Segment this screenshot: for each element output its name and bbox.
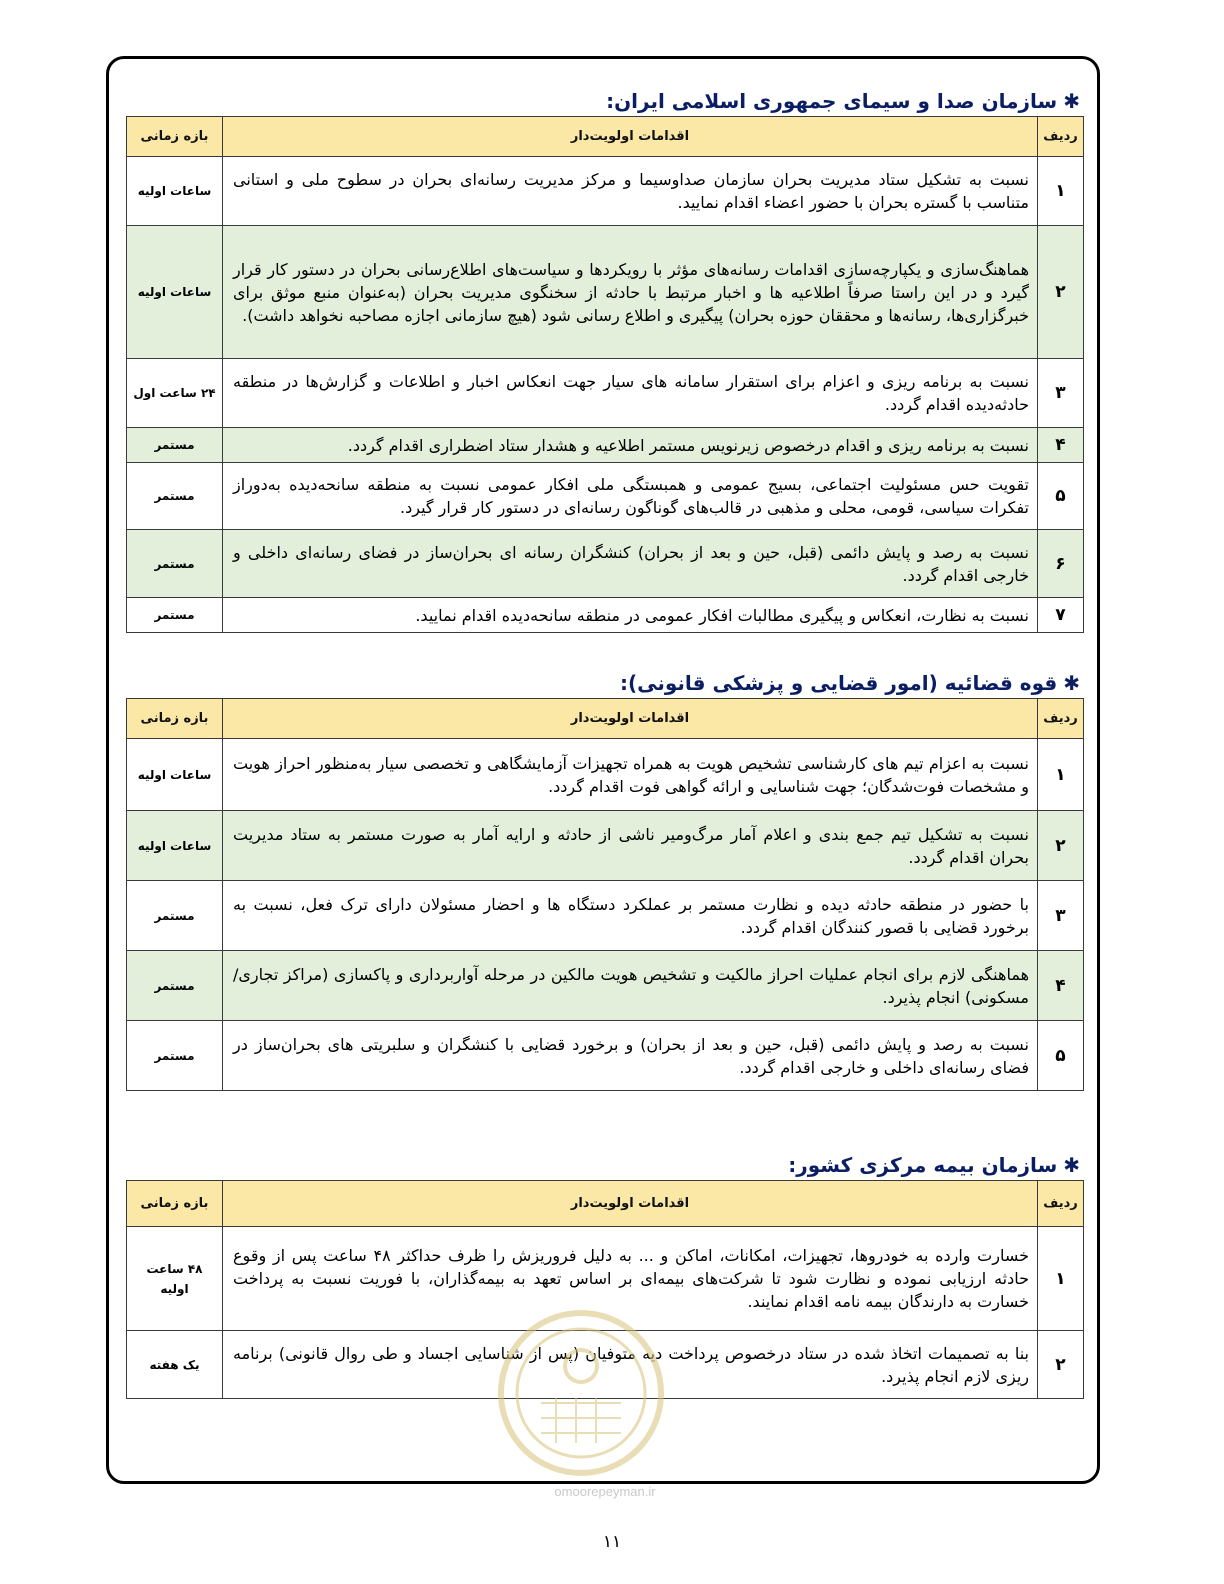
header-row-number: ردیف — [1038, 117, 1084, 157]
row-number: ۱ — [1038, 157, 1084, 226]
section-title: ✱سازمان صدا و سیمای جمهوری اسلامی ایران: — [606, 89, 1080, 113]
row-timeframe: مستمر — [127, 1021, 223, 1091]
row-action: نسبت به رصد و پایش دائمی (قبل، حین و بعد از بحران) و برخورد قضایی با کنشگران و سلبریتی های بحران‌ساز در فضای رسانه‌ای داخلی و خارجی اقدام گردد. — [223, 1021, 1038, 1091]
table-row — [127, 530, 1084, 598]
row-number: ۷ — [1038, 598, 1084, 633]
table-row — [127, 359, 1084, 428]
row-timeframe: ۲۴ ساعت اول — [127, 359, 223, 428]
row-number: ۵ — [1038, 1021, 1084, 1091]
table-row — [127, 598, 1084, 633]
table-row — [127, 226, 1084, 359]
row-action: هماهنگی لازم برای انجام عملیات احراز مالکیت و تشخیص هویت مالکین در مرحله آواربرداری و پاکسازی (مراکز تجاری/مسکونی) انجام پذیرد. — [223, 951, 1038, 1021]
section-irib — [126, 86, 1084, 633]
priority-table — [126, 116, 1084, 633]
row-action: تقویت حس مسئولیت اجتماعی، بسیج عمومی و همبستگی ملی افکار عمومی نسبت به منطقه سانحه‌دیده به‌دوراز تفکرات سیاسی، قومی، محلی و مذهبی در قالب‌های گوناگون رسانه‌ای در دستور کار قرار گیرد. — [223, 463, 1038, 530]
row-number: ۱ — [1038, 739, 1084, 811]
header-actions: اقدامات اولویت‌دار — [223, 699, 1038, 739]
watermark-text: omoorepeyman.ir — [554, 1484, 656, 1499]
row-action: بنا به تصمیمات اتخاذ شده در ستاد درخصوص پرداخت دیه متوفیان (پس از شناسایی اجساد و طی روال قانونی) برنامه ریزی لازم انجام پذیرد. — [223, 1331, 1038, 1399]
row-action: نسبت به برنامه ریزی و اقدام درخصوص زیرنویس مستمر اطلاعیه و هشدار ستاد اضطراری اقدام گردد. — [223, 428, 1038, 463]
row-timeframe: مستمر — [127, 530, 223, 598]
table-row — [127, 739, 1084, 811]
section-title: ✱سازمان بیمه مرکزی کشور: — [788, 1153, 1080, 1177]
section-title: ✱قوه قضائیه (امور قضایی و پزشکی قانونی): — [619, 671, 1080, 695]
table-row — [127, 463, 1084, 530]
row-action: با حضور در منطقه حادثه دیده و نظارت مستمر بر عملکرد دستگاه ها و احضار مسئولان دارای ترک فعل، نسبت به برخورد قضایی با قصور کنندگان اقدام گردد. — [223, 881, 1038, 951]
row-timeframe: ساعات اولیه — [127, 226, 223, 359]
row-number: ۶ — [1038, 530, 1084, 598]
row-timeframe: ساعات اولیه — [127, 157, 223, 226]
row-number: ۴ — [1038, 951, 1084, 1021]
table-header-row — [127, 1181, 1084, 1227]
row-action: نسبت به تشکیل ستاد مدیریت بحران سازمان صداوسیما و مرکز مدیریت رسانه‌ای بحران در سطوح ملی و استانی متناسب با گستره بحران با حضور اعضاء اقدام نمایید. — [223, 157, 1038, 226]
row-number: ۳ — [1038, 359, 1084, 428]
section-judiciary — [126, 668, 1084, 1091]
row-timeframe: ساعات اولیه — [127, 739, 223, 811]
header-row-number: ردیف — [1038, 1181, 1084, 1227]
watermark-emblem-icon — [496, 1308, 666, 1478]
priority-table — [126, 698, 1084, 1091]
row-action: نسبت به برنامه ریزی و اعزام برای استقرار سامانه های سیار جهت انعکاس اخبار و اطلاعات و گزارش‌ها در منطقه حادثه‌دیده اقدام گردد. — [223, 359, 1038, 428]
row-timeframe: ۴۸ ساعت اولیه — [127, 1227, 223, 1331]
row-timeframe: مستمر — [127, 881, 223, 951]
header-actions: اقدامات اولویت‌دار — [223, 1181, 1038, 1227]
header-timeframe: بازه زمانی — [127, 699, 223, 739]
row-number: ۱ — [1038, 1227, 1084, 1331]
row-number: ۲ — [1038, 811, 1084, 881]
page-number: ۱۱ — [602, 1532, 622, 1552]
asterisk-icon: ✱ — [1063, 1153, 1080, 1177]
row-action: خسارت وارده به خودروها، تجهیزات، امکانات، اماکن و ... به دلیل فروریزش را ظرف حداکثر ۴۸ ساعت پس از وقوع حادثه ارزیابی نموده و نظارت شود تا شرکت‌های بیمه‌ای بر اساس تعهد به بیمه‌گذاران، با فوریت نسبت به پرداخت خسارت به دارندگان بیمه نامه اقدام نمایند. — [223, 1227, 1038, 1331]
row-number: ۳ — [1038, 881, 1084, 951]
header-row-number: ردیف — [1038, 699, 1084, 739]
row-number: ۲ — [1038, 1331, 1084, 1399]
row-timeframe: مستمر — [127, 598, 223, 633]
row-action: نسبت به تشکیل تیم جمع بندی و اعلام آمار مرگ‌ومیر ناشی از حادثه و ارایه آمار به صورت مستمر به ستاد مدیریت بحران اقدام گردد. — [223, 811, 1038, 881]
row-timeframe: مستمر — [127, 428, 223, 463]
header-actions: اقدامات اولویت‌دار — [223, 117, 1038, 157]
row-timeframe: مستمر — [127, 951, 223, 1021]
table-row — [127, 157, 1084, 226]
row-timeframe: یک هفته — [127, 1331, 223, 1399]
table-row — [127, 1021, 1084, 1091]
table-row — [127, 881, 1084, 951]
row-number: ۲ — [1038, 226, 1084, 359]
header-timeframe: بازه زمانی — [127, 1181, 223, 1227]
row-action: نسبت به نظارت، انعکاس و پیگیری مطالبات افکار عمومی در منطقه سانحه‌دیده اقدام نمایید. — [223, 598, 1038, 633]
table-row — [127, 951, 1084, 1021]
row-action: هماهنگ‌سازی و یکپارچه‌سازی اقدامات رسانه‌های مؤثر با رویکردها و سیاست‌های اطلاع‌رسانی بحران در دستور کار قرار گیرد و در این راستا صرفاً اطلاعیه ها و اخبار مرتبط با حادثه از سخنگوی مدیریت بحران (به‌عنوان منبع موثق برای خبرگزاری‌ها، رسانه‌ها و محققان حوزه بحران) پیگیری و اطلاع رسانی شود (هیچ سازمانی اجازه مصاحبه نخواهد داشت). — [223, 226, 1038, 359]
table-header-row — [127, 699, 1084, 739]
table-header-row — [127, 117, 1084, 157]
row-action: نسبت به رصد و پایش دائمی (قبل، حین و بعد از بحران) کنشگران رسانه ای بحران‌ساز در فضای رسانه‌ای داخلی و خارجی اقدام گردد. — [223, 530, 1038, 598]
table-row — [127, 428, 1084, 463]
row-number: ۴ — [1038, 428, 1084, 463]
asterisk-icon: ✱ — [1063, 89, 1080, 113]
asterisk-icon: ✱ — [1063, 671, 1080, 695]
row-timeframe: مستمر — [127, 463, 223, 530]
row-timeframe: ساعات اولیه — [127, 811, 223, 881]
table-row — [127, 811, 1084, 881]
row-number: ۵ — [1038, 463, 1084, 530]
header-timeframe: بازه زمانی — [127, 117, 223, 157]
row-action: نسبت به اعزام تیم های کارشناسی تشخیص هویت به همراه تجهیزات آزمایشگاهی و تخصصی سیار به‌منظور احراز هویت و مشخصات فوت‌شدگان؛ جهت شناسایی و ارائه گواهی فوت اقدام گردد. — [223, 739, 1038, 811]
